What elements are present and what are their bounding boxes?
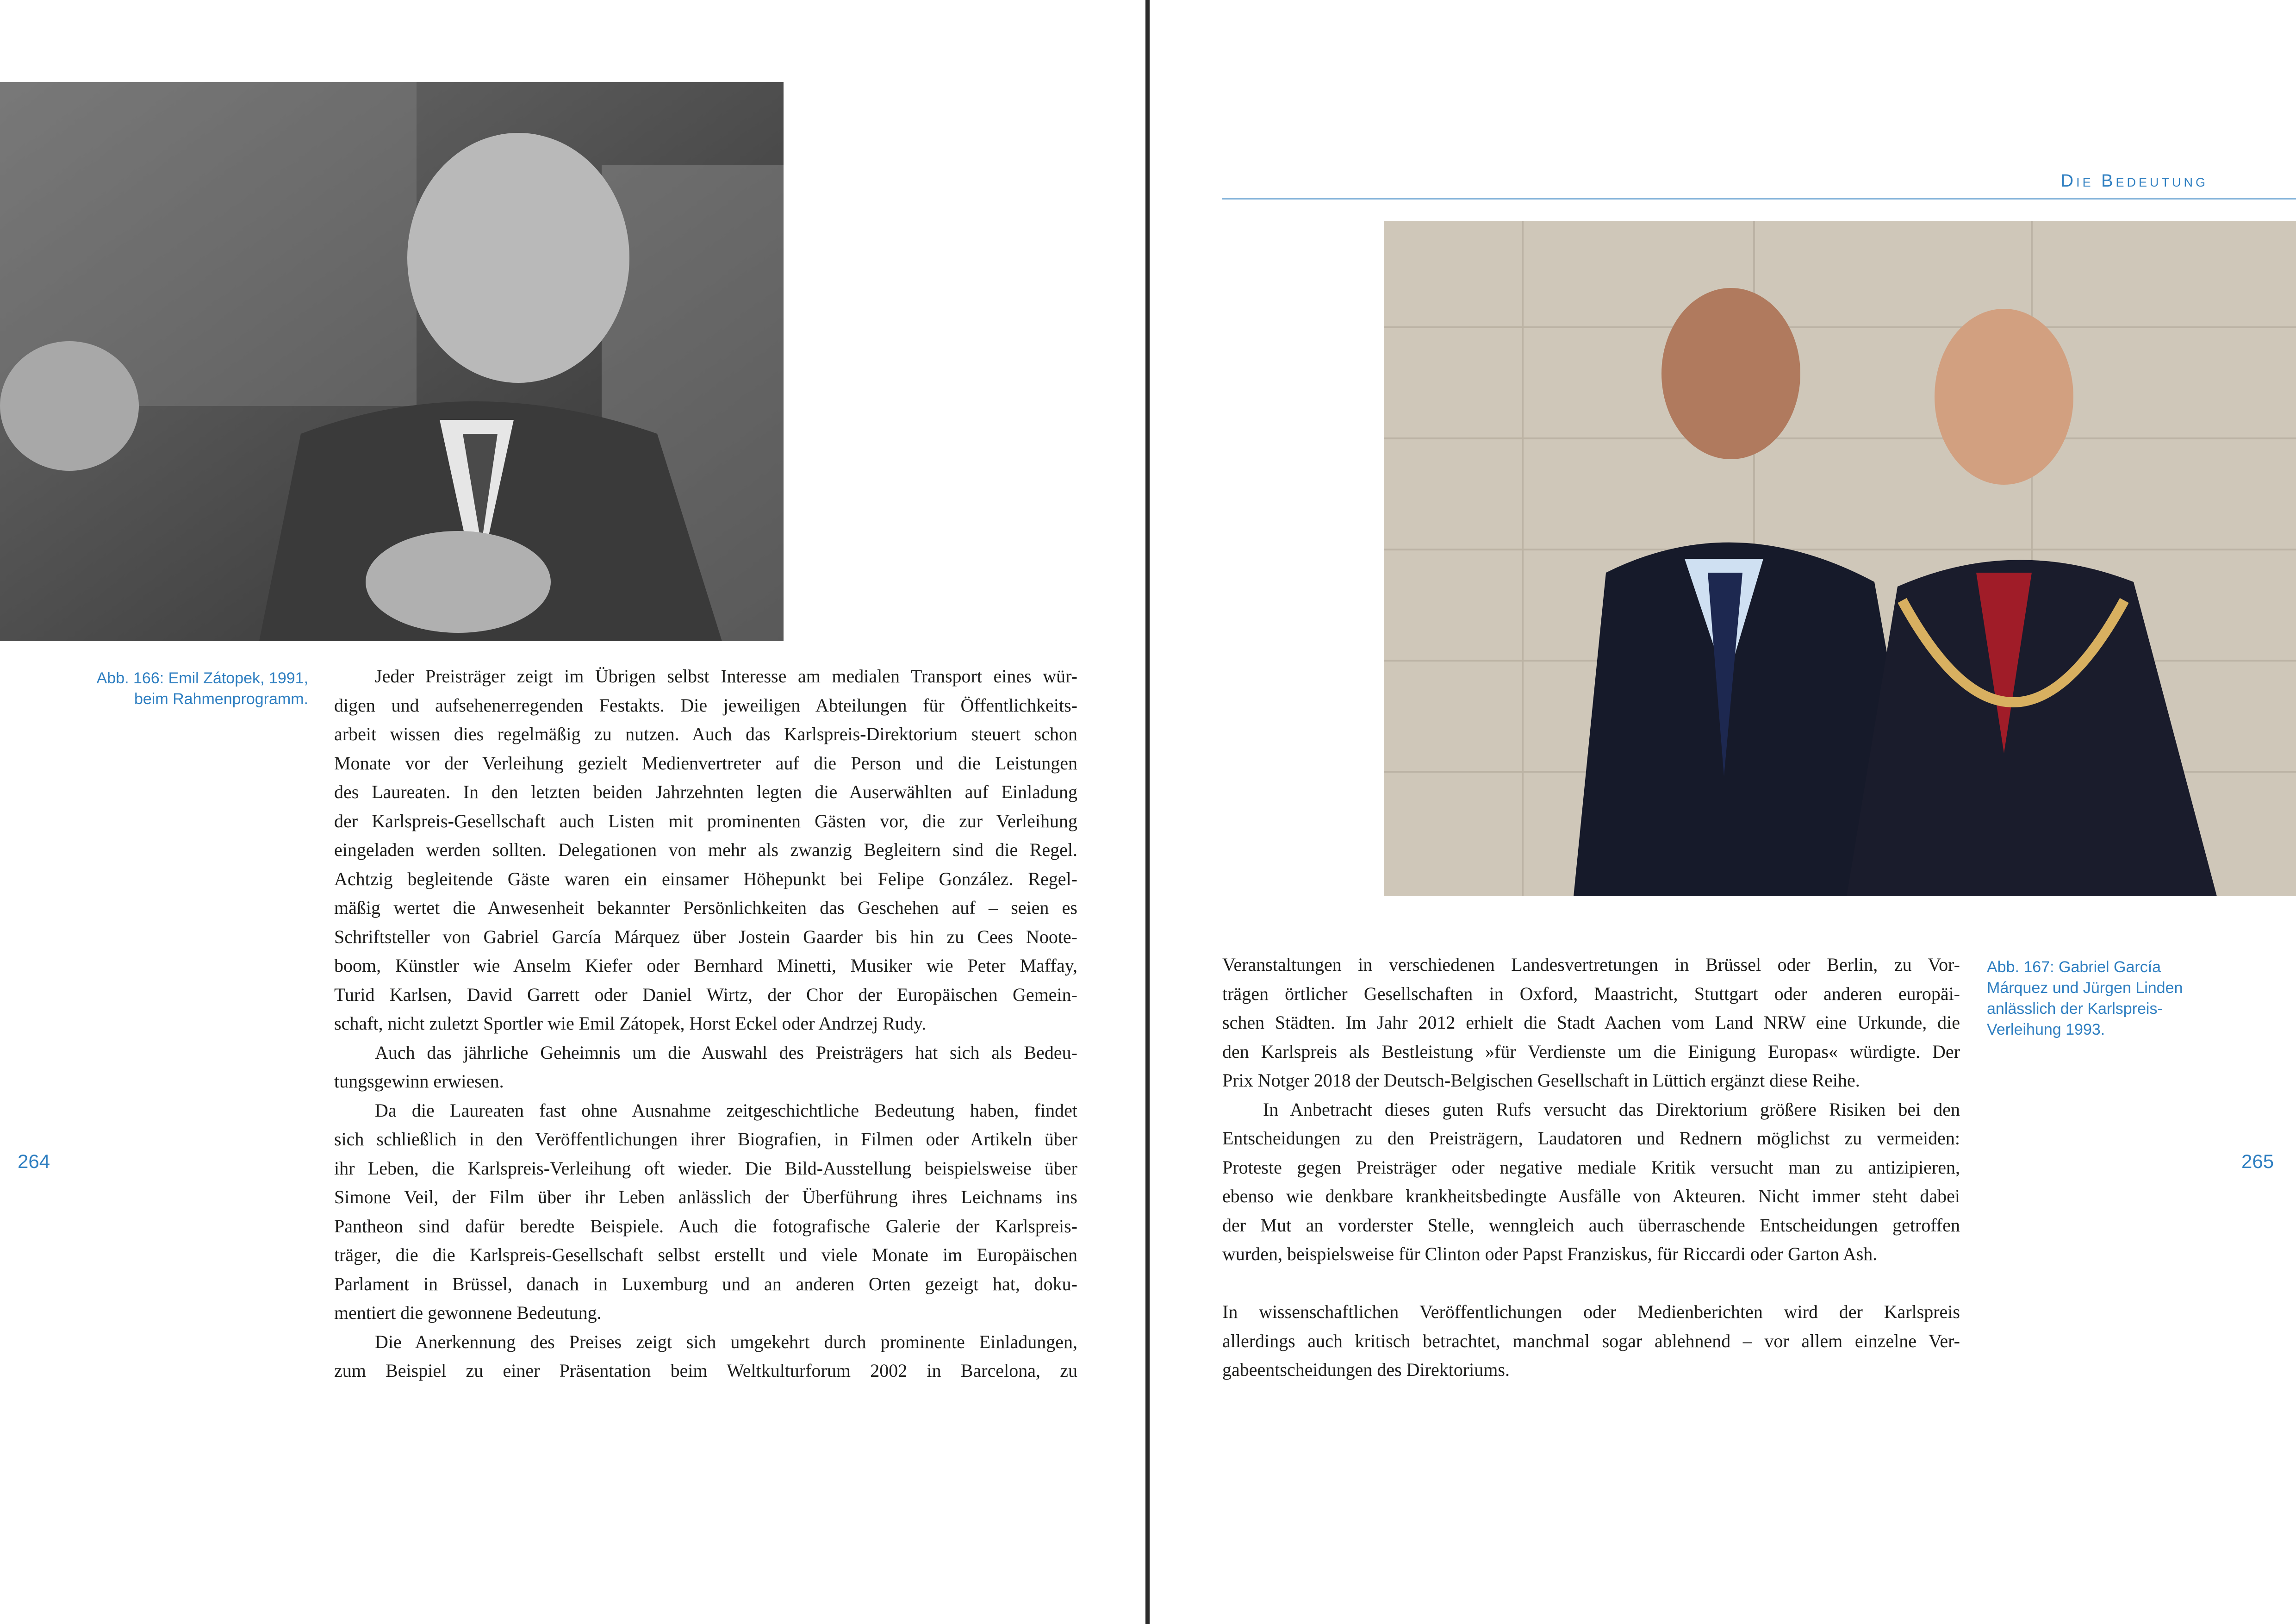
text-line: digen und aufsehenerregenden Festakts. Die jeweiligen Abteilungen für Öffentlichkeits- bbox=[334, 694, 1077, 716]
text-line: ihr Leben, die Karlspreis-Verleihung oft wieder. Die Bild-Ausstellung beispielsweise über bbox=[334, 1157, 1077, 1179]
text-line: mentiert die gewonnene Bedeutung. bbox=[334, 1302, 602, 1323]
text-line: Simone Veil, der Film über ihr Leben anlässlich der Überführung ihres Leichnams ins bbox=[334, 1187, 1077, 1207]
text-line: der Mut an vorderster Stelle, wenngleich auch überraschende Entscheidungen getroffen bbox=[1222, 1214, 1960, 1236]
caption-line: beim Rahmenprogramm. bbox=[134, 690, 308, 708]
running-head bbox=[1222, 169, 2296, 200]
text-line: arbeit wissen dies regelmäßig zu nutzen. Auch das Karlspreis-Direktorium steuert schon bbox=[334, 724, 1077, 744]
text-line: Proteste gegen Preisträger oder negative mediale Kritik versucht man zu antizipieren, bbox=[1222, 1156, 1960, 1178]
text-line: wurden, beispielsweise für Clinton oder Papst Franziskus, für Riccardi oder Garton Ash. bbox=[1222, 1243, 1878, 1264]
photo-emil-zatopek bbox=[0, 82, 784, 641]
text-line: zum Beispiel zu einer Präsentation beim Weltkulturforum 2002 in Barcelona, zu bbox=[334, 1360, 1077, 1381]
text-line: schaft, nicht zuletzt Sportler wie Emil Zátopek, Horst Eckel oder Andrzej Rudy. bbox=[334, 1013, 927, 1034]
text-line: Jeder Preisträger zeigt im Übrigen selbst Interesse am medialen Transport eines wür- bbox=[375, 666, 1077, 687]
text-line: Prix Notger 2018 der Deutsch-Belgischen Gesellschaft in Lüttich ergänzt diese Reihe. bbox=[1222, 1070, 1860, 1091]
text-line: schen Städten. Im Jahr 2012 erhielt die Stadt Aachen vom Land NRW eine Urkunde, die bbox=[1222, 1012, 1960, 1033]
text-line: gabeentscheidungen des Direktoriums. bbox=[1222, 1359, 1510, 1380]
left-body-text bbox=[334, 662, 1077, 1386]
right-body-text bbox=[1222, 950, 1960, 1385]
text-line: ebenso wie denkbare krankheitsbedingte Ausfälle von Akteuren. Nicht immer steht dabei bbox=[1222, 1186, 1960, 1206]
text-line: der Karlspreis-Gesellschaft auch Listen mit prominenten Gästen vor, die zur Verleihung bbox=[334, 810, 1077, 831]
text-line: Turid Karlsen, David Garrett oder Daniel Wirtz, der Chor der Europäischen Gemein- bbox=[334, 984, 1077, 1005]
text-line: Entscheidungen zu den Preisträgern, Laudatoren und Rednern möglichst zu vermeiden: bbox=[1222, 1128, 1960, 1149]
paragraph-gap bbox=[1222, 1269, 1960, 1298]
text-line: trägen örtlicher Gesellschaften in Oxford, Maastricht, Stuttgart oder anderen europäi- bbox=[1222, 983, 1960, 1004]
text-line: den Karlspreis als Bestleistung »für Verdienste um die Einigung Europas« würdigte. Der bbox=[1222, 1041, 1960, 1062]
text-line: tungsgewinn erwiesen. bbox=[334, 1071, 504, 1092]
figure-caption-167 bbox=[1987, 957, 2204, 1040]
caption-line: Abb. 166: Emil Zátopek, 1991, bbox=[96, 669, 308, 687]
text-line: Monate vor der Verleihung gezielt Medienvertreter auf die Person und die Leistungen bbox=[334, 752, 1077, 774]
page-number-right: 265 bbox=[2241, 1150, 2274, 1172]
text-line: Achtzig begleitende Gäste waren ein einsamer Höhepunkt bei Felipe González. Regel- bbox=[334, 868, 1077, 889]
text-line: Auch das jährliche Geheimnis um die Auswahl des Preisträgers hat sich als Bedeu- bbox=[375, 1042, 1077, 1063]
caption-line: Márquez und Jürgen Linden bbox=[1987, 979, 2183, 997]
text-line: Veranstaltungen in verschiedenen Landesvertretungen in Brüssel oder Berlin, zu Vor- bbox=[1222, 954, 1960, 975]
text-line: In wissenschaftlichen Veröffentlichungen oder Medienberichten wird der Karlspreis bbox=[1222, 1301, 1960, 1322]
photo-garcia-marquez-linden bbox=[1384, 221, 2296, 896]
caption-line: anlässlich der Karlspreis- bbox=[1987, 1000, 2163, 1018]
caption-line: Abb. 167: Gabriel García bbox=[1987, 958, 2161, 976]
text-line: Schriftsteller von Gabriel García Márquez über Jostein Gaarder bis hin zu Cees Noote- bbox=[334, 926, 1077, 947]
caption-line: Verleihung 1993. bbox=[1987, 1021, 2105, 1038]
text-line: eingeladen werden sollten. Delegationen von mehr als zwanzig Begleitern sind die Regel. bbox=[334, 839, 1077, 860]
text-line: Die Anerkennung des Preises zeigt sich umgekehrt durch prominente Einladungen, bbox=[375, 1331, 1077, 1352]
text-line: Da die Laureaten fast ohne Ausnahme zeitgeschichtliche Bedeutung haben, findet bbox=[375, 1099, 1077, 1121]
text-line: allerdings auch kritisch betrachtet, manchmal sogar ablehnend – vor allem einzelne Ver- bbox=[1222, 1330, 1960, 1351]
photo-garcia-marquez-linden-image bbox=[1384, 221, 2296, 896]
text-line: Pantheon sind dafür beredte Beispiele. Auch die fotografische Galerie der Karlspreis- bbox=[334, 1215, 1077, 1237]
photo-emil-zatopek-image bbox=[0, 82, 784, 641]
running-head-label: Die Bedeutung bbox=[2060, 171, 2208, 191]
figure-caption-166 bbox=[56, 668, 308, 710]
page-number-left: 264 bbox=[18, 1150, 50, 1172]
text-line: mäßig wertet die Anwesenheit bekannter Persönlichkeiten das Geschehen auf – seien es bbox=[334, 897, 1077, 918]
text-line: boom, Künstler wie Anselm Kiefer oder Bernhard Minetti, Musiker wie Peter Maffay, bbox=[334, 955, 1077, 976]
text-line: sich schließlich in den Veröffentlichungen ihrer Biografien, in Filmen oder Artikeln über bbox=[334, 1129, 1077, 1149]
text-line: träger, die die Karlspreis-Gesellschaft selbst erstellt und viele Monate im Europäischen bbox=[334, 1244, 1077, 1265]
text-line: Parlament in Brüssel, danach in Luxemburg und an anderen Orten gezeigt hat, doku- bbox=[334, 1273, 1077, 1294]
text-line: In Anbetracht dieses guten Rufs versucht das Direktorium größere Risiken bei den bbox=[1263, 1099, 1960, 1120]
text-line: des Laureaten. In den letzten beiden Jahrzehnten legten die Auserwählten auf Einladung bbox=[334, 781, 1077, 802]
book-gutter bbox=[1145, 0, 1150, 1624]
